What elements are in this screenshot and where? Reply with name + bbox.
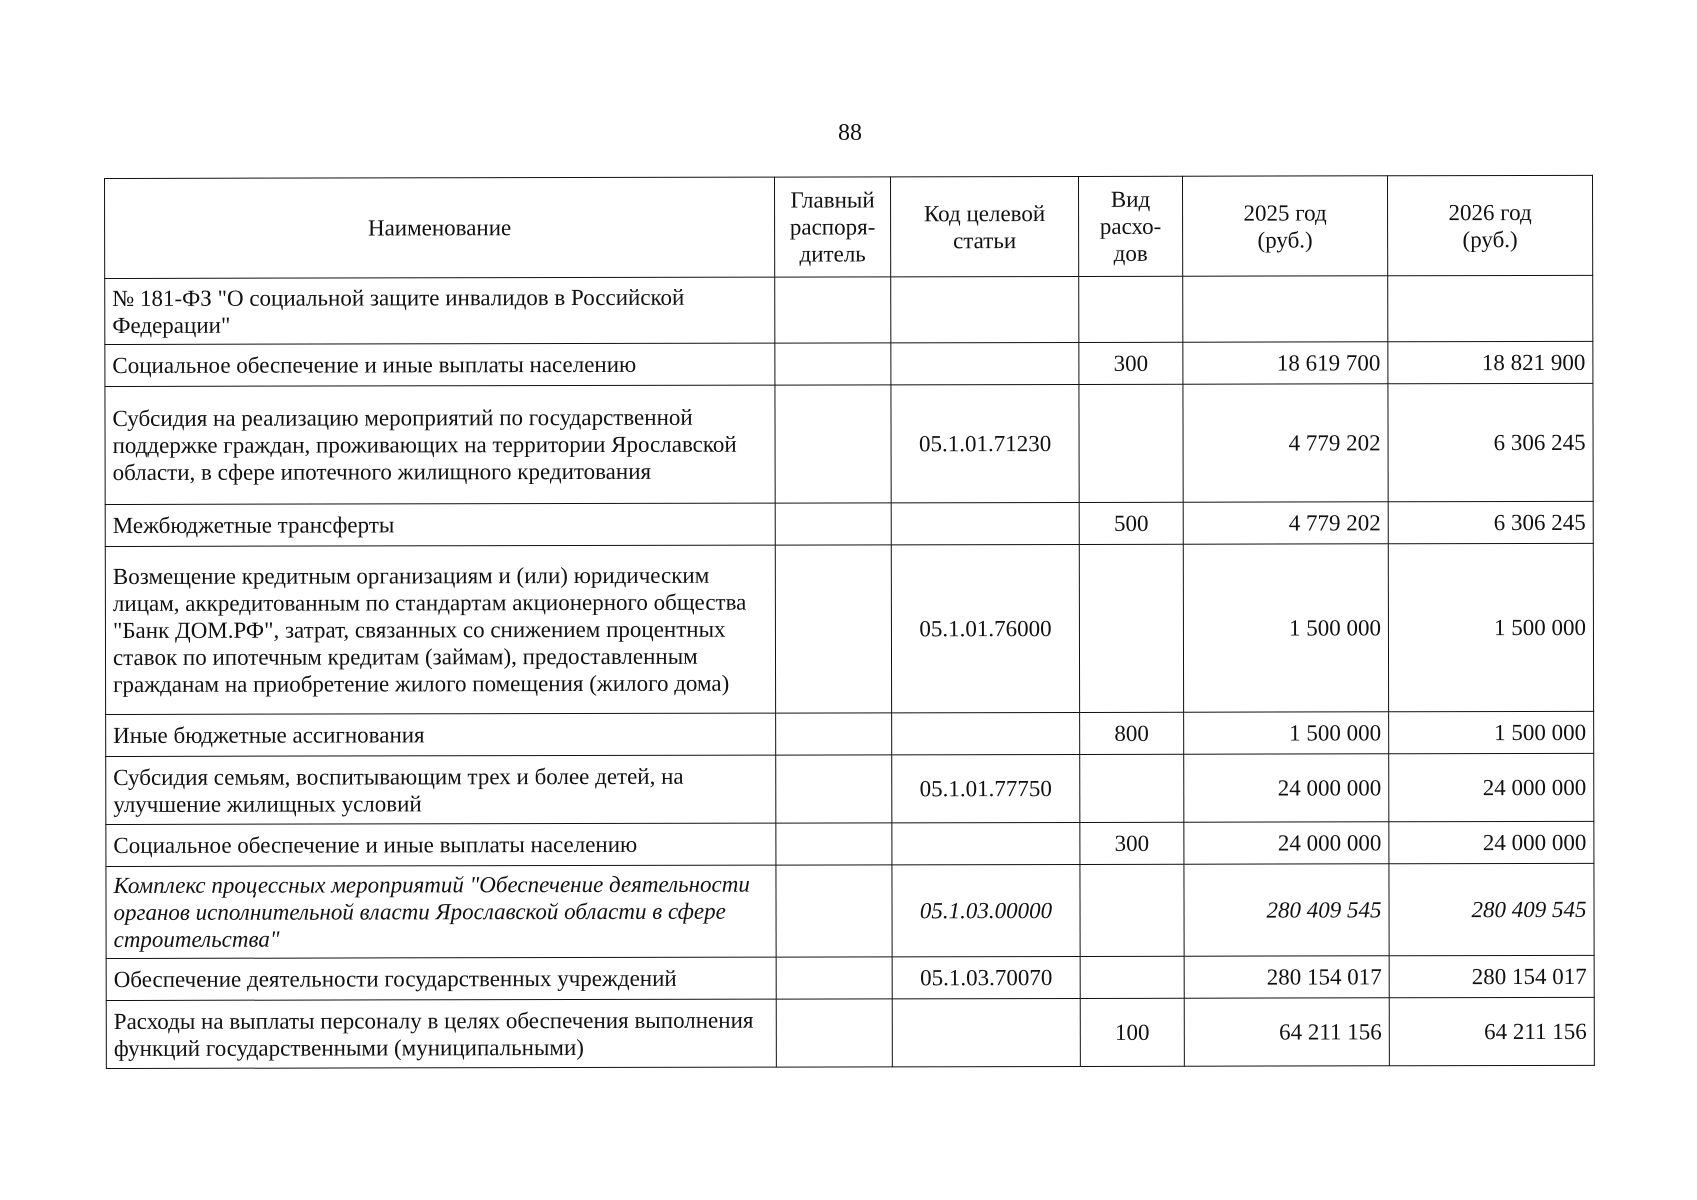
cell-amount-2026: 18 821 900: [1388, 341, 1593, 383]
cell-target-code: [891, 276, 1079, 342]
cell-amount-2026: 1 500 000: [1389, 711, 1594, 753]
table-row: [106, 997, 1594, 1068]
cell-amount-2026: 24 000 000: [1389, 821, 1594, 863]
table-row: [105, 341, 1593, 386]
cell-expense-type: 100: [1080, 998, 1184, 1066]
table-row: [106, 863, 1594, 958]
cell-amount-2026: 24 000 000: [1389, 753, 1594, 821]
cell-amount-2025: 18 619 700: [1183, 342, 1388, 384]
cell-target-code: [892, 998, 1080, 1066]
cell-amount-2025: 4 779 202: [1183, 502, 1388, 544]
cell-amount-2025: 280 409 545: [1184, 864, 1389, 956]
cell-amount-2025: 24 000 000: [1184, 754, 1389, 822]
cell-amount-2026: 64 211 156: [1389, 997, 1594, 1065]
cell-chief-administrator: [775, 343, 891, 385]
table-row: [106, 753, 1594, 824]
cell-target-code: [892, 822, 1080, 864]
cell-chief-administrator: [775, 503, 891, 545]
cell-expense-type: [1079, 384, 1183, 502]
cell-chief-administrator: [776, 713, 892, 755]
table-header-row: [105, 175, 1593, 278]
cell-chief-administrator: [775, 385, 891, 503]
cell-name: № 181-ФЗ "О социальной защите инвалидов в Российской Федерации": [105, 277, 775, 344]
cell-expense-type: 300: [1079, 342, 1183, 384]
cell-chief-administrator: [775, 545, 891, 713]
table-row: [106, 821, 1594, 866]
cell-amount-2026: 6 306 245: [1388, 383, 1593, 501]
header-expense-type: Вид расхо- дов: [1078, 176, 1182, 276]
table-row: [106, 955, 1594, 1000]
cell-expense-type: 300: [1080, 822, 1184, 864]
cell-amount-2025: 4 779 202: [1183, 384, 1388, 502]
cell-expense-type: [1080, 754, 1184, 822]
header-year-2025: 2025 год (руб.): [1182, 176, 1387, 276]
cell-expense-type: [1080, 956, 1184, 998]
cell-expense-type: 500: [1079, 502, 1183, 544]
cell-chief-administrator: [776, 823, 892, 865]
cell-target-code: 05.1.03.00000: [892, 864, 1080, 956]
header-name: Наименование: [105, 177, 775, 278]
cell-name: Социальное обеспечение и иные выплаты населению: [106, 823, 776, 866]
cell-chief-administrator: [776, 957, 892, 999]
cell-amount-2026: 1 500 000: [1388, 543, 1593, 711]
cell-name: Социальное обеспечение и иные выплаты населению: [105, 343, 775, 386]
cell-amount-2025: 64 211 156: [1184, 998, 1389, 1066]
cell-expense-type: 800: [1080, 712, 1184, 754]
cell-amount-2025: 1 500 000: [1183, 544, 1388, 712]
cell-amount-2026: [1388, 275, 1593, 341]
cell-target-code: 05.1.01.76000: [891, 544, 1079, 712]
cell-target-code: [891, 342, 1079, 384]
cell-name: Возмещение кредитным организациям и (или) юридическим лицам, аккредитованным по стандартам акционерного общества "Банк ДОМ.РФ", затрат, связанных со снижением процентных ставок по ипотечным кредитам (займам), предоставленным гражданам на приобретение жилого помещения (жилого дома): [105, 545, 775, 714]
table-row: [106, 711, 1594, 756]
header-year-2026: 2026 год (руб.): [1387, 175, 1592, 275]
cell-target-code: 05.1.03.70070: [892, 956, 1080, 998]
header-target-code: Код целевой статьи: [890, 176, 1078, 276]
table-row: [105, 383, 1593, 504]
cell-target-code: 05.1.01.77750: [892, 754, 1080, 822]
cell-chief-administrator: [775, 277, 891, 343]
cell-target-code: [892, 712, 1080, 754]
cell-name: Расходы на выплаты персоналу в целях обеспечения выполнения функций государственными (муниципальными): [106, 999, 776, 1068]
cell-amount-2025: 280 154 017: [1184, 956, 1389, 998]
cell-name: Субсидия на реализацию мероприятий по государственной поддержке граждан, проживающих на территории Ярославской области, в сфере ипотечного жилищного кредитования: [105, 385, 775, 504]
cell-expense-type: [1080, 864, 1184, 956]
cell-amount-2025: 1 500 000: [1184, 712, 1389, 754]
cell-chief-administrator: [776, 865, 892, 957]
page-number: 88: [838, 120, 862, 146]
cell-chief-administrator: [776, 999, 892, 1067]
cell-expense-type: [1079, 276, 1183, 342]
cell-target-code: [891, 502, 1079, 544]
cell-name: Иные бюджетные ассигнования: [106, 713, 776, 756]
cell-name: Комплекс процессных мероприятий "Обеспечение деятельности органов исполнительной власти Ярославской области в сфере строительства": [106, 865, 776, 958]
header-chief-administrator: Главный распоря- дитель: [774, 177, 890, 277]
table-row: [105, 501, 1593, 546]
cell-name: Обеспечение деятельности государственных учреждений: [106, 957, 776, 1000]
cell-target-code: 05.1.01.71230: [891, 384, 1079, 502]
cell-amount-2026: 280 409 545: [1389, 863, 1594, 955]
cell-name: Межбюджетные трансферты: [105, 503, 775, 546]
table-row: [105, 543, 1593, 714]
cell-chief-administrator: [776, 755, 892, 823]
table-row: [105, 275, 1593, 344]
cell-expense-type: [1079, 544, 1183, 712]
cell-amount-2026: 280 154 017: [1389, 955, 1594, 997]
cell-name: Субсидия семьям, воспитывающим трех и более детей, на улучшение жилищных условий: [106, 755, 776, 824]
budget-table: [104, 175, 1595, 1069]
cell-amount-2025: 24 000 000: [1184, 822, 1389, 864]
table-body: [105, 275, 1595, 1068]
cell-amount-2026: 6 306 245: [1388, 501, 1593, 543]
cell-amount-2025: [1183, 276, 1388, 342]
